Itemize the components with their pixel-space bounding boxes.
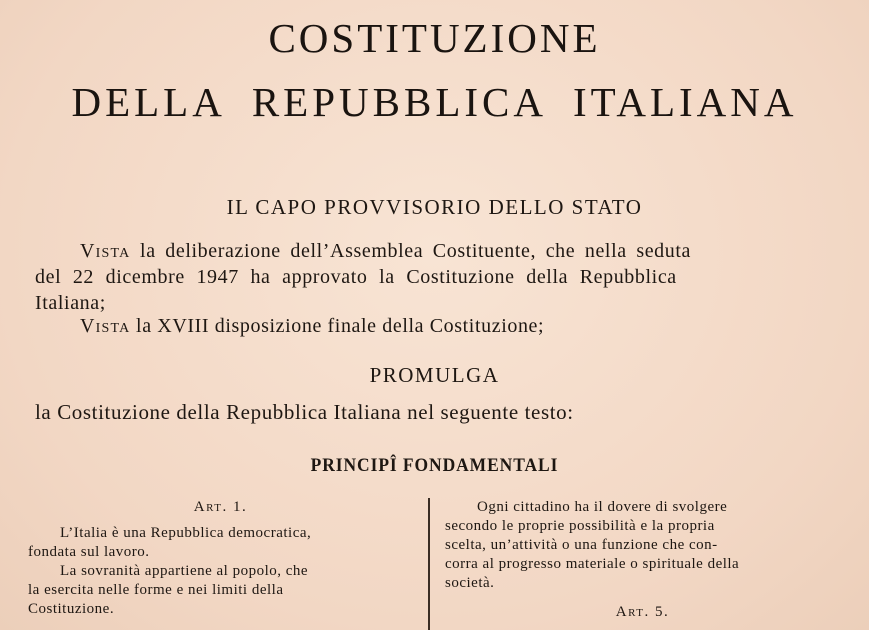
vista-paragraph-2 [80, 313, 544, 339]
article-line: Costituzione. [28, 601, 115, 617]
article-line: società. [445, 575, 495, 591]
article-line: fondata sul lavoro. [28, 544, 150, 560]
column-divider [428, 498, 430, 630]
article-line: scelta, un’attività o una funzione che con- [445, 537, 718, 553]
article-heading: Art. 5. [615, 604, 670, 620]
vista-paragraph-1-line-2: del 22 dicembre 1947 ha approvato la Costituzione della Repubblica [35, 266, 677, 288]
capo-heading: IL CAPO PROVVISORIO DELLO STATO [226, 195, 643, 219]
vista-word: Vista [80, 240, 131, 262]
article-line: secondo le proprie possibilità e la propria [445, 518, 715, 534]
right-column [445, 498, 840, 622]
document-title-line-2: DELLA REPUBBLICA ITALIANA [71, 79, 798, 125]
article-line: La sovranità appartiene al popolo, che [60, 563, 309, 579]
document-title-line-1: COSTITUZIONE [268, 15, 601, 61]
article-line: L’Italia è una Repubblica democratica, [60, 525, 312, 541]
vista-word: Vista [80, 315, 131, 337]
intro-line: la Costituzione della Repubblica Italiana nel seguente testo: [35, 400, 574, 424]
vista-paragraph-1 [80, 238, 691, 264]
promulga-heading: PROMULGA [369, 363, 500, 387]
vista-paragraph-1-line-3: Italiana; [35, 292, 106, 314]
article-line: la esercita nelle forme e nei limiti della [28, 582, 284, 598]
article-line: corra al progresso materiale o spirituale della [445, 556, 740, 572]
article-line: Ogni cittadino ha il dovere di svolgere [477, 499, 728, 515]
article-heading: Art. 1. [193, 499, 248, 515]
section-title: PRINCIPÎ FONDAMENTALI [310, 455, 559, 476]
vista1-text: la deliberazione dell’Assemblea Costituente, che nella seduta [130, 240, 692, 262]
vista2-text: la XVIII disposizione finale della Costituzione; [130, 315, 545, 337]
left-column [28, 498, 413, 619]
